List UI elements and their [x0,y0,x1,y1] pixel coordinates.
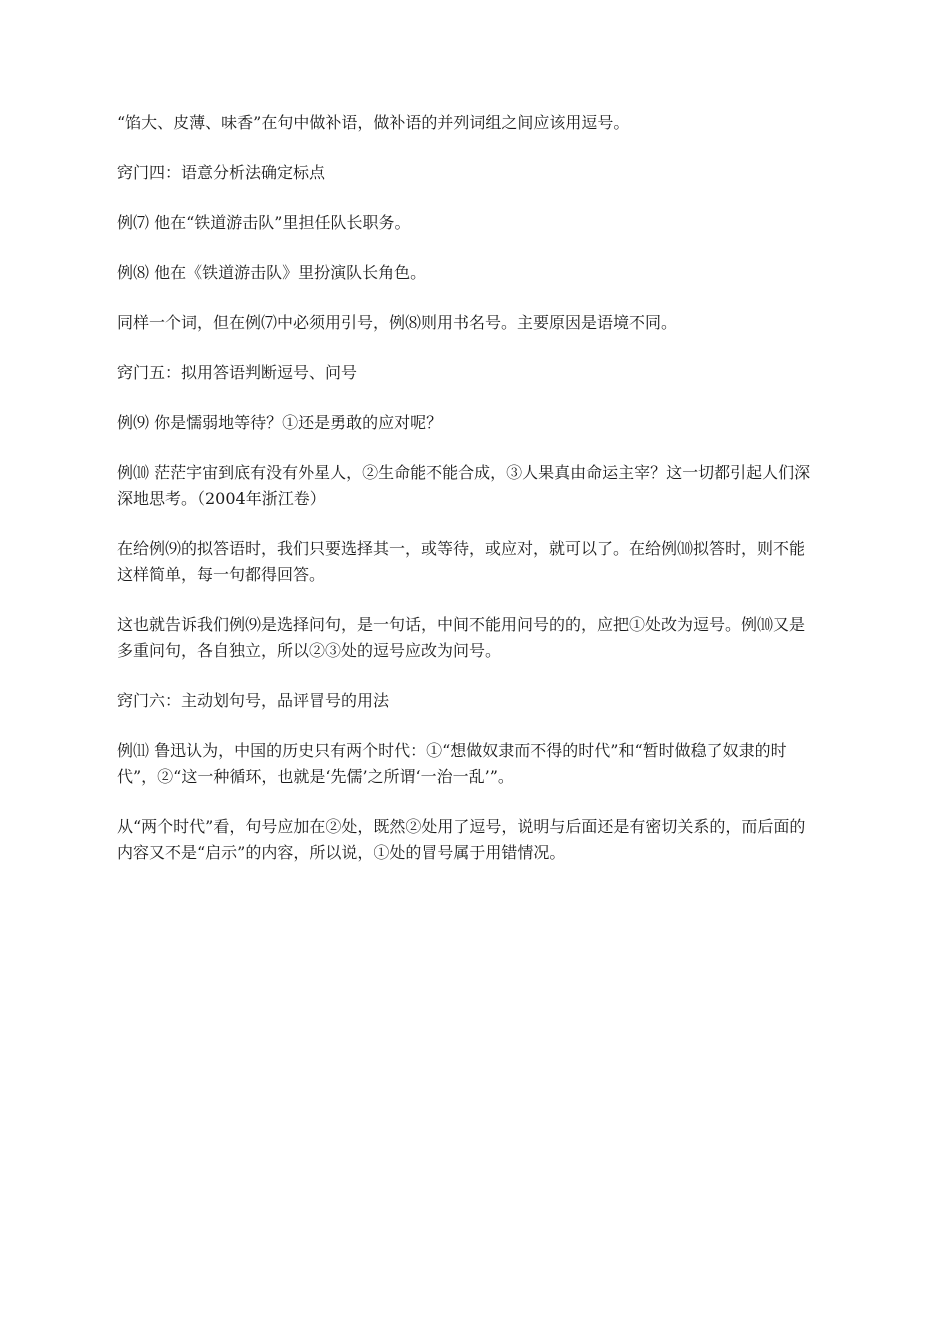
paragraph-colon-analysis: 从“两个时代”看，句号应加在②处，既然②处用了逗号，说明与后面还是有密切关系的，而后面的内容又不是“启示”的内容，所以说，①处的冒号属于用错情况。 [117,817,806,862]
paragraph-complement-note: “馅大、皮薄、味香”在句中做补语，做补语的并列词组之间应该用逗号。 [117,113,630,132]
example-9: 例⑼ 你是懦弱地等待？①还是勇敢的应对呢？ [117,413,443,432]
paragraph-answer-analysis: 在给例⑼的拟答语时，我们只要选择其一，或等待，或应对，就可以了。在给例⑽拟答时，则不能这样简单，每一句都得回答。 [117,539,806,584]
document-body [117,110,817,890]
example-8: 例⑻ 他在《铁道游击队》里扮演队长角色。 [117,263,427,282]
example-11: 例⑾ 鲁迅认为，中国的历史只有两个时代：①“想做奴隶而不得的时代”和“暂时做稳了奴隶的时代”，②“这一种循环，也就是‘先儒’之所谓‘一治一乱’”。 [117,741,787,786]
section-heading-tip-4: 窍门四：语意分析法确定标点 [117,163,326,182]
example-10: 例⑽ 茫茫宇宙到底有没有外星人，②生命能不能合成，③人果真由命运主宰？这一切都引起人们深深地思考。（2004年浙江卷） [117,463,811,508]
example-7: 例⑺ 他在“铁道游击队”里担任队长职务。 [117,213,411,232]
paragraph-context-explanation: 同样一个词，但在例⑺中必须用引号，例⑻则用书名号。主要原因是语境不同。 [117,313,678,332]
section-heading-tip-6: 窍门六：主动划句号，品评冒号的用法 [117,691,390,710]
paragraph-question-type-analysis: 这也就告诉我们例⑼是选择问句，是一句话，中间不能用问号的的，应把①处改为逗号。例⑽又是多重问句，各自独立，所以②③处的逗号应改为问号。 [117,615,806,660]
section-heading-tip-5: 窍门五：拟用答语判断逗号、问号 [117,363,358,382]
